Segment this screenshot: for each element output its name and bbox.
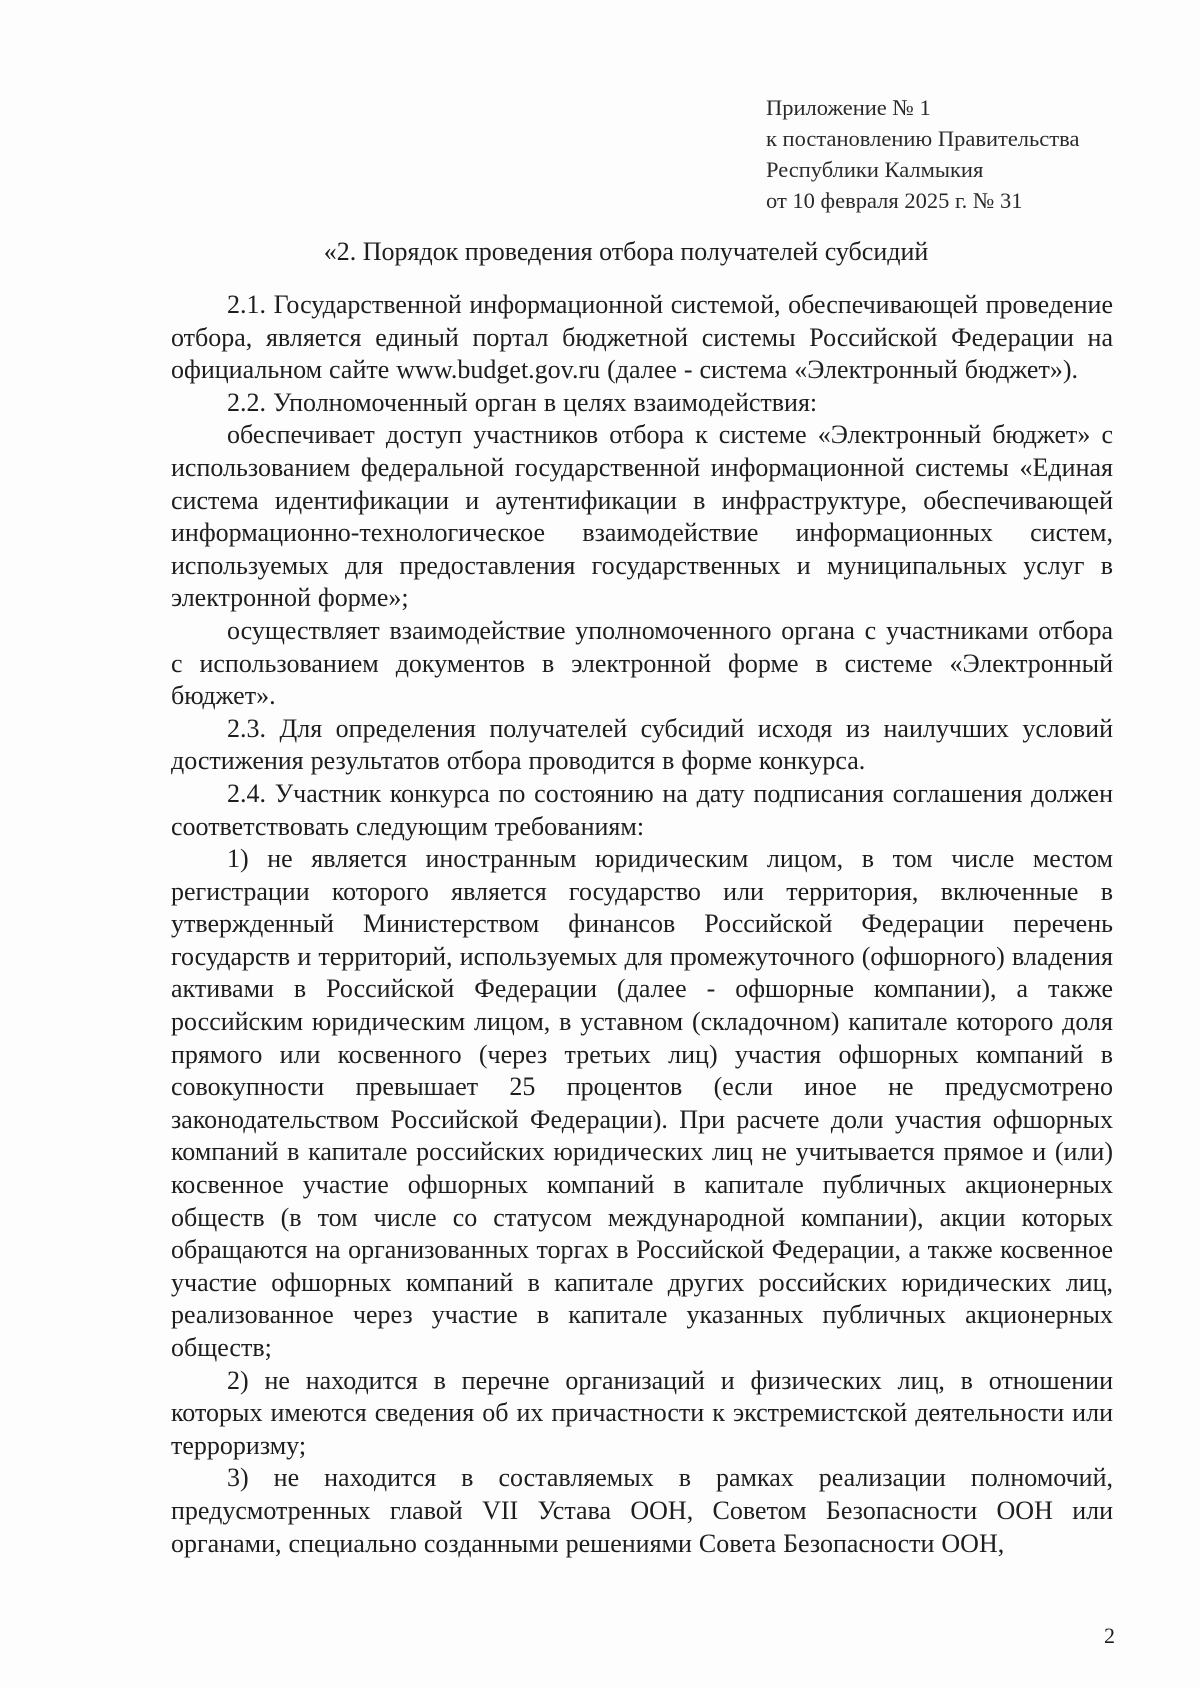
paragraph: 2.2. Уполномоченный орган в целях взаимодействия: [227, 387, 818, 417]
paragraph: 3) не находится в составляемых в рамках реализации полномочий, предусмотренных главой VII Устава ООН, Советом Безопасности ООН или органами, специально созданными решениями Совета Безопасности ООН, [171, 1463, 1113, 1558]
page-number: 2 [1104, 1623, 1115, 1648]
annex-line: Республики Калмыкия [766, 157, 984, 182]
paragraph: 2) не находится в перечне организаций и физических лиц, в отношении которых имеются сведения об их причастности к экстремистской деятельности или терроризму; [171, 1365, 1113, 1460]
paragraph: осуществляет взаимодействие уполномоченного органа с участниками отбора с использованием документов в электронной форме в системе «Электронный бюджет». [171, 615, 1113, 711]
paragraph: 2.3. Для определения получателей субсидий исходя из наилучших условий достижения результатов отбора проводится в форме конкурса. [171, 713, 1113, 776]
section-title: «2. Порядок проведения отбора получателей субсидий [323, 237, 929, 266]
annex-reference [766, 92, 1079, 216]
paragraph: 1) не является иностранным юридическим лицом, в том числе местом регистрации которого является государство или территория, включенные в утвержденный Министерством финансов Российской Федерации перечень государств и территорий, используемых для промежуточного (офшорного) владения активами в Российской Федерации (далее - офшорные компании), а также российским юридическим лицом, в уставном (складочном) капитале которого доля прямого или косвенного (через третьих лиц) участия офшорных компаний в совокупности превышает 25 процентов (если иное не предусмотрено законодательством Российской Федерации). При расчете доли участия офшорных компаний в капитале российских юридических лиц не учитывается прямое и (или) косвенное участие офшорных компаний в капитале публичных акционерных обществ (в том числе со статусом международной компании), акции которых обращаются на организованных торгах в Российской Федерации, а также косвенное участие офшорных компаний в капитале других российских юридических лиц, реализованное через участие в капитале указанных публичных акционерных обществ; [171, 844, 1113, 1362]
annex-line: Приложение № 1 [766, 95, 931, 120]
paragraph: 2.1. Государственной информационной системой, обеспечивающей проведение отбора, является единый портал бюджетной системы Российской Федерации на официальном сайте www.budget.gov.ru (далее - система «Электронный бюджет»). [171, 290, 1113, 385]
paragraph: 2.4. Участник конкурса по состоянию на дату подписания соглашения должен соответствовать следующим требованиям: [171, 778, 1113, 841]
annex-line: от 10 февраля 2025 г. № 31 [766, 188, 1023, 213]
annex-line: к постановлению Правительства [766, 126, 1080, 151]
document-body [171, 289, 1113, 1560]
paragraph: обеспечивает доступ участников отбора к системе «Электронный бюджет» с использованием федеральной государственной информационной системы «Единая система идентификации и аутентификации в инфраструктуре, обеспечивающей информационно-технологическое взаимодействие информационных систем, используемых для предоставления государственных и муниципальных услуг в электронной форме»; [171, 420, 1113, 613]
